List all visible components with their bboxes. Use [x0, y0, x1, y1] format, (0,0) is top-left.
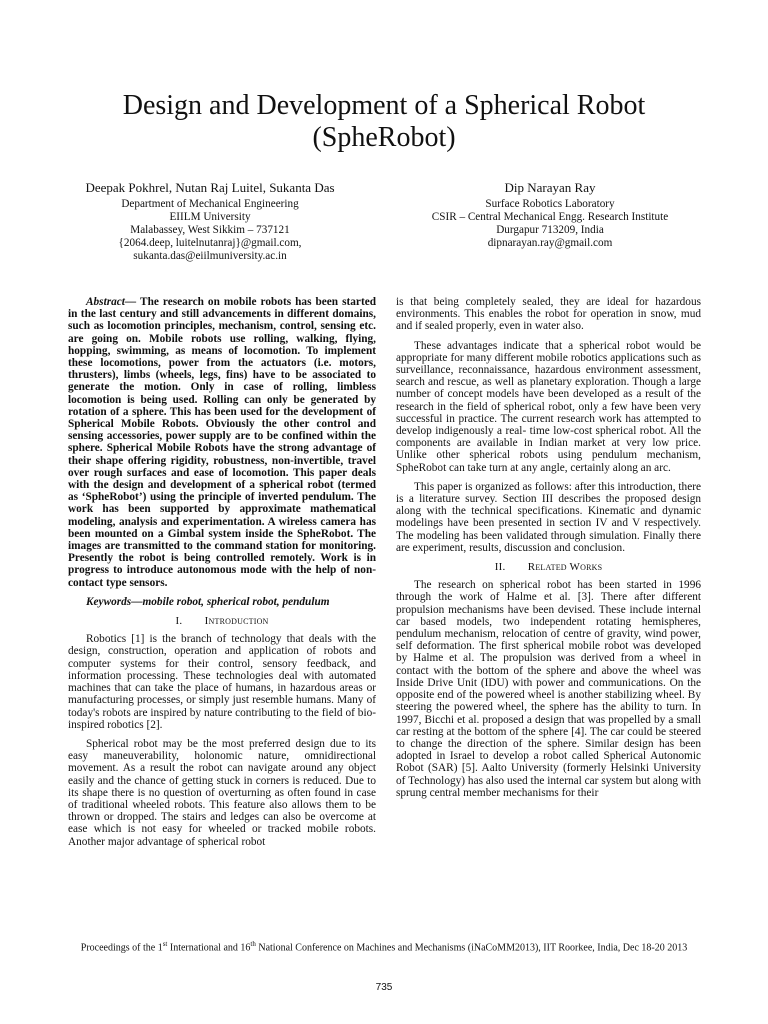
author-name-right: Dip Narayan Ray: [504, 180, 596, 195]
abstract: [68, 296, 376, 589]
author-university: EIILM University: [169, 211, 251, 223]
section-heading-related-works: II. Related Works: [494, 561, 603, 574]
author-email-left-2: sukanta.das@eiilmuniversity.ac.in: [133, 250, 287, 262]
abstract-label: Abstract—: [86, 296, 137, 308]
author-lab: Surface Robotics Laboratory: [485, 198, 615, 210]
right-column: [396, 296, 701, 806]
paper-title: [40, 90, 728, 154]
title-line-2: (SpheRobot): [312, 122, 456, 153]
left-column: [68, 296, 376, 855]
author-address-left: Malabassey, West Sikkim – 737121: [130, 224, 290, 236]
author-department: Department of Mechanical Engineering: [121, 198, 299, 210]
author-institute: CSIR – Central Mechanical Engg. Research Institute: [431, 211, 669, 223]
intro-paragraph-2: Spherical robot may be the most preferred design due to its easy maneuverability, holonomic nature, omnidirectional movement. As a result the robot can navigate around any object easily and the chance of getting stuck in corners is reduced. Due to its shape there is no question of overturning as often found in case of traditional wheeled robots. This feature also allows them to be thrown or dropped. The stairs and ledges can also be overcome at ease which is not easy for wheeled or tracked mobile robots. Another major advantage of spherical robot: [68, 737, 376, 848]
author-address-right: Durgapur 713209, India: [496, 224, 604, 236]
title-line-1: Design and Development of a Spherical Robot: [122, 90, 646, 121]
footer-text-3: National Conference on Machines and Mechanisms (iNaCoMM2013), IIT Roorkee, India, Dec 18-20 2013: [255, 942, 688, 954]
author-names-left: Deepak Pokhrel, Nutan Raj Luitel, Sukanta Das: [85, 180, 335, 195]
paragraph-advantages: These advantages indicate that a spherical robot would be appropriate for many different mobile robotics applications such as surveillance, reconnaissance, hazardous environment assessment, search and rescue, as well as planetary exploration. Though a large number of concept models have been developed as a result of the research in the field of spherical robot, only a few have been very successful in practice. The current research work has attempted to develop indigenously a real- time low-cost spherical robot. All the components are available in Indian market at very low price. Unlike other spherical robots using pendulum mechanism, SpheRobot can take turn at any angle, certainly along an arc.: [396, 339, 701, 474]
footer-text-2: International and 16: [167, 942, 251, 954]
footer-text-1: Proceedings of the 1: [80, 942, 163, 954]
keywords: Keywords—mobile robot, spherical robot, pendulum: [86, 595, 330, 608]
author-email-left-1: {2064.deep, luitelnutanraj}@gmail.com,: [118, 237, 302, 249]
author-email-right: dipnarayan.ray@gmail.com: [487, 237, 613, 249]
proceedings-footer: [40, 940, 728, 953]
author-block-left: [60, 180, 360, 263]
abstract-text: The research on mobile robots has been started in the last century and still advancements in different domains, such as locomotion principles, mechanism, control, sensing etc. are going on. Mobile robots use rolling, walking, flying, hopping, swimming, as means of locomotion. To implement these locomotions, power from the actuators (i.e. motors, thrusters), limbs (wheels, legs, fins) have to be associated to generate the motion. Only in case of rolling, limbless locomotion is being used. Rolling can only be generated by rotation of a sphere. This has been used for the development of Spherical Mobile Robots. Obviously the other control and sensing accessories, power supply are to be confined within the sphere. Spherical Mobile Robots have the strong advantage of their shape offering rigidity, robustness, non-invertible, travel over rough surfaces and ease of locomotion. This paper deals with the design and development of a spherical robot (termed as ‘SpheRobot’) using the principle of inverted pendulum. The work has been supported by approximate mathematical modeling, analysis and experimentation. A wireless camera has been mounted on a Gimbal system inside the SpheRobot. The images are transmitted to the command station for monitoring. Presently the robot is being controlled remotely. Work is in progress to introduce autonomous mode with the help of non-contact type sensors.: [68, 296, 376, 589]
author-block-right: [400, 180, 700, 250]
footer-sup-2: th: [250, 940, 256, 948]
section-heading-introduction: I. Introduction: [175, 615, 269, 628]
footer-sup-1: st: [162, 940, 168, 948]
paragraph-continued: is that being completely sealed, they are ideal for hazardous environments. This enables the robot for operation in snow, mud and if sealed properly, even in water also.: [396, 296, 701, 333]
paragraph-organization: This paper is organized as follows: after this introduction, there is a literature survey. Section III describes the proposed design along with the technical specifications. Kinematic and dynamic modelings have been presented in section IV and V respectively. The modeling has been validated through simulation. Finally there are experiment, results, discussion and conclusion.: [396, 480, 701, 554]
page-number: 735: [375, 982, 393, 993]
intro-paragraph-1: Robotics [1] is the branch of technology that deals with the design, construction, operation and application of robots and computer systems for their control, sensory feedback, and information processing. These technologies deal with automated machines that can take the place of humans, in hazardous areas or manufacturing processes, or simply just resemble humans. Many of today's robots are inspired by nature contributing to the field of bio-inspired robotics [2].: [68, 633, 376, 731]
paragraph-related-works: The research on spherical robot has been started in 1996 through the work of Halme et al. [3]. There after different propulsion mechanisms have been devised. These include internal car based models, two independent rotating hemispheres, pendulum mechanism, relocation of centre of gravity, wind power, self deformation. The first spherical mobile robot was developed by Halme et al. The propulsion was derived from a wheel in contact with the bottom of the sphere and above the wheel was Inside Drive Unit (IDU) with power and communications. On the opposite end of the powered wheel is another stabilizing wheel. By steering the powered wheel, the sphere has the ability to turn. In 1997, Bicchi et al. proposed a design that was propelled by a small car resting at the bottom of the sphere [4]. The car could be steered to change the direction of the sphere. Similar design has been adopted in Israel to develop a robot called Spherical Autonomic Robot (SAR) [5]. Aalto University (formerly Helsinki University of Technology) has also used the internal car system but along with sprung central member mechanisms for their: [396, 579, 701, 799]
